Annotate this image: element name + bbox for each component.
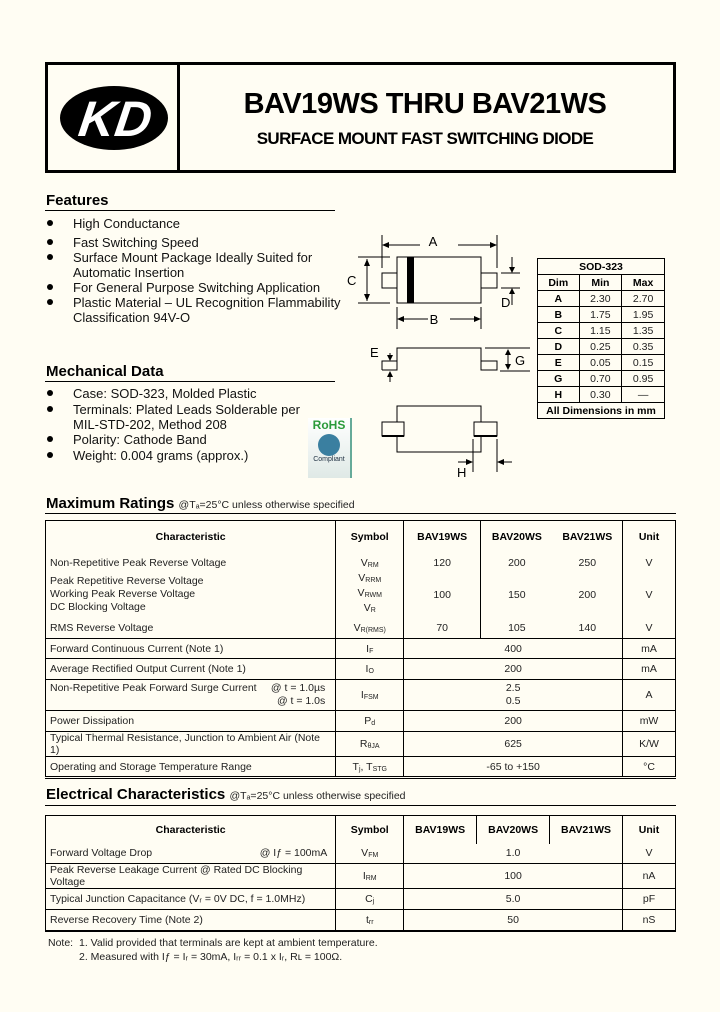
dim-label-h: H xyxy=(457,465,467,480)
package-diagram xyxy=(340,225,530,485)
electrical-heading: Electrical Characteristics @Tₐ=25°C unless otherwise specified xyxy=(46,786,406,803)
features-heading: Features xyxy=(46,192,109,209)
table-row: Peak Reverse Leakage Current @ Rated DC Blocking Voltage $I_{RM}$ 100 nA xyxy=(46,864,676,889)
table-row: G 0.70 0.95 xyxy=(538,371,665,387)
table-row: Operating and Storage Temperature Range $T_j$, $T_{STG}$ -65 to +150 °C xyxy=(46,757,676,778)
svg-text:KD: KD xyxy=(75,91,156,147)
table-row: Peak Repetitive Reverse Voltage Working Peak Reverse Voltage DC Blocking Voltage $V_{RRM}$ $V_{RWM}$ $V_R$ 100 150 200 V xyxy=(46,572,676,618)
mechanical-underline xyxy=(45,381,335,382)
note-item: 2. Measured with Iƒ = Iᵣ = 30mA, Iᵣᵣ = 0.1 x Iᵣ, Rʟ = 100Ω. xyxy=(79,951,343,963)
feature-item: For General Purpose Switching Application xyxy=(73,280,320,295)
table-row: Power Dissipation $P_d$ 200 mW xyxy=(46,711,676,732)
max-ratings-underline xyxy=(45,513,676,514)
page-subtitle: SURFACE MOUNT FAST SWITCHING DIODE xyxy=(256,129,594,148)
table-row: Non-Repetitive Peak Reverse Voltage $V_{RM}$ 120 200 250 V xyxy=(46,554,676,572)
dim-label-e: E xyxy=(370,345,379,360)
table-row: Forward Continuous Current (Note 1) $I_F$ 400 mA xyxy=(46,639,676,659)
table-row: A 2.30 2.70 xyxy=(538,291,665,307)
max-ratings-heading: Maximum Ratings @Tₐ=25°C unless otherwise specified xyxy=(46,495,355,512)
max-ratings-table: Characteristic Symbol BAV19WS BAV20WS BAV21WS Unit Non-Repetitive Peak Reverse Voltage $V_{RM}$ 120 200 250 V Peak Repetitive Reverse Voltage Working Peak Reverse Voltage DC Blocking Voltage $V_{RRM}$ $V_{RWM}$ $V_R$ 100 150 200 V RMS Reverse Voltage $V_{R(RMS)}$ 70 105 140 V Forward Continuous Current (Note 1) $I_F$ 400 mA Average Rectified Output Current (Note 1) $I_O$ 200 mA Non-Repetitive Peak Forward Surge Current @ t = 1.0µs @ t = 1.0s $I_{FSM}$ 2.5 0.5 A Power Dissipation $P_d$ 200 mW Typical Thermal Resistance, Junction to Ambient Air (Note 1) $R_{\theta JA}$ 625 K/W Operating and Storage Temperature Range $T_j$, $T_{STG}$ -65 to +150 °C xyxy=(45,520,676,779)
feature-item: Plastic Material – UL Recognition Flammability Classification 94V-O xyxy=(73,295,341,325)
dim-label-a: A xyxy=(428,234,438,249)
dim-label-g: G xyxy=(515,353,526,368)
features-underline xyxy=(45,210,335,211)
mechanical-heading: Mechanical Data xyxy=(46,363,164,380)
table-row: RMS Reverse Voltage $V_{R(RMS)}$ 70 105 140 V xyxy=(46,618,676,639)
feature-item: Fast Switching Speed xyxy=(73,235,199,250)
table-row: C 1.15 1.35 xyxy=(538,323,665,339)
mechanical-item: Terminals: Plated Leads Solderable per MIL-STD-202, Method 208 xyxy=(73,402,300,432)
table-row: H 0.30 — xyxy=(538,387,665,403)
dim-label-d: D xyxy=(501,295,511,310)
dim-label-b: B xyxy=(429,312,439,327)
table-row: Average Rectified Output Current (Note 1) $I_O$ 200 mA xyxy=(46,659,676,680)
mechanical-item: Polarity: Cathode Band xyxy=(73,432,207,447)
dimensions-table: SOD-323 Dim Min Max A 2.30 2.70 B 1.75 1.95 C 1.15 1.35 D 0.25 0.35 E 0.05 0.15 G 0.70 0.95 H 0.30 — All Dimensions in mm xyxy=(537,258,665,419)
dim-label-c: C xyxy=(347,273,357,288)
table-row: E 0.05 0.15 xyxy=(538,355,665,371)
table-row: B 1.75 1.95 xyxy=(538,307,665,323)
feature-item: Surface Mount Package Ideally Suited for Automatic Insertion xyxy=(73,250,312,280)
notes-label: Note: xyxy=(48,937,74,949)
globe-icon xyxy=(318,434,340,456)
table-row: Non-Repetitive Peak Forward Surge Current @ t = 1.0µs @ t = 1.0s $I_{FSM}$ 2.5 0.5 A xyxy=(46,680,676,711)
note-item: 1. Valid provided that terminals are kept at ambient temperature. xyxy=(79,937,378,949)
table-row: Forward Voltage Drop @ Iƒ = 100mA $V_{FM}$ 1.0 V xyxy=(46,844,676,864)
electrical-table: Characteristic Symbol BAV19WS BAV20WS BAV21WS Unit Forward Voltage Drop @ Iƒ = 100mA $V_{FM}$ 1.0 V Peak Reverse Leakage Current @ Rated DC Blocking Voltage $I_{RM}$ 100 nA Typical Junction Capacitance (Vᵣ = 0V DC, f = 1.0MHz) $C_j$ 5.0 pF Reverse Recovery Time (Note 2) $t_{rr}$ 50 nS xyxy=(45,815,676,932)
table-row: D 0.25 0.35 xyxy=(538,339,665,355)
mechanical-item: Weight: 0.004 grams (approx.) xyxy=(73,448,248,463)
feature-item: High Conductance xyxy=(73,216,180,231)
electrical-underline xyxy=(45,805,676,806)
mechanical-item: Case: SOD-323, Molded Plastic xyxy=(73,386,257,401)
table-row: Typical Thermal Resistance, Junction to Ambient Air (Note 1) $R_{\theta JA}$ 625 K/W xyxy=(46,732,676,757)
table-row: Typical Junction Capacitance (Vᵣ = 0V DC, f = 1.0MHz) $C_j$ 5.0 pF xyxy=(46,889,676,910)
rohs-logo: RoHS Compliant xyxy=(308,418,352,478)
table-row: Reverse Recovery Time (Note 2) $t_{rr}$ 50 nS xyxy=(46,910,676,931)
kd-logo xyxy=(58,80,170,156)
page-title: BAV19WS THRU BAV21WS xyxy=(243,88,607,120)
